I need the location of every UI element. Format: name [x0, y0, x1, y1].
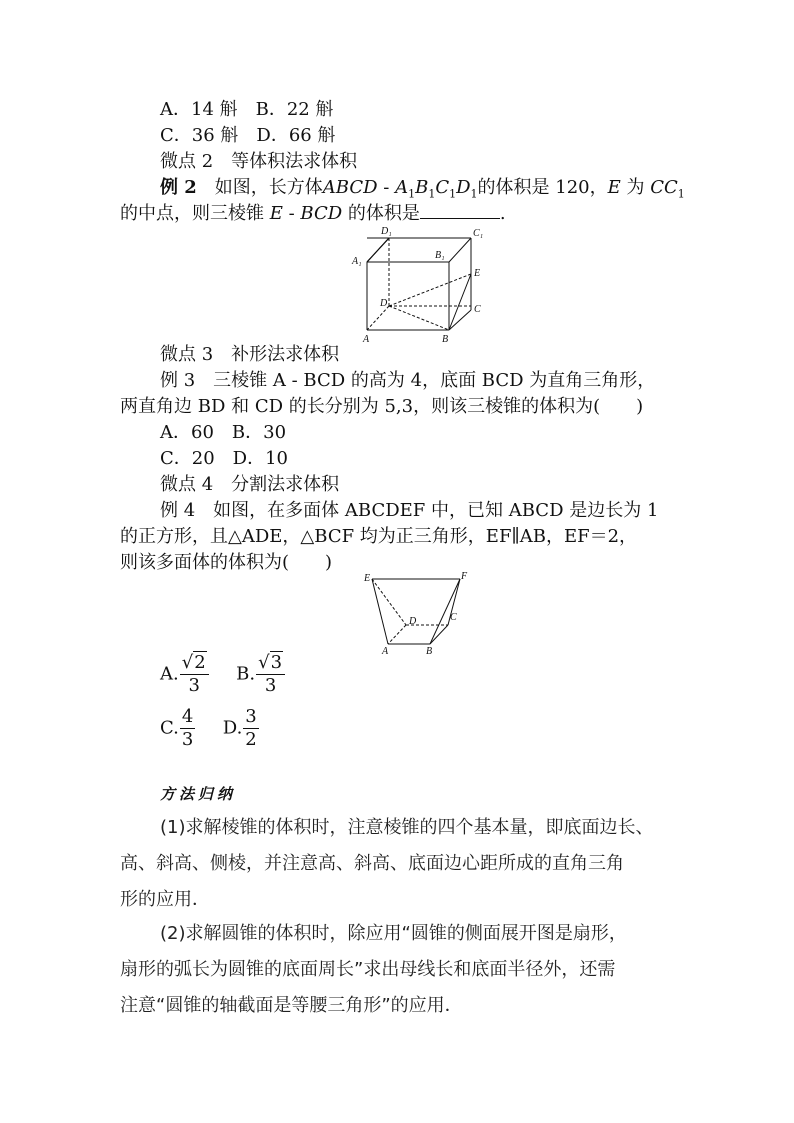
- example3-options-cd: C．20 D．10: [160, 448, 289, 469]
- polyhedron-figure: [360, 570, 480, 656]
- label-A: A: [363, 334, 370, 344]
- method-title: 方法归纳: [160, 785, 237, 803]
- example2-line1: 例 2 如图，长方体ABCD - $A_1B_1C_1D_1$的体积是 120，E 为 $CC_1$: [160, 177, 685, 201]
- label-A1: A₁: [352, 256, 362, 267]
- example3-line2: 两直角边 BD 和 CD 的长分别为 5,3，则该三棱锥的体积为( ): [120, 396, 644, 417]
- label-B2: B: [426, 646, 433, 656]
- section-title-point4: 微点 4 分割法求体积: [160, 474, 340, 495]
- option-b-fraction: $\frac{√3}{3}$: [256, 652, 285, 697]
- method-paragraph-2: (2)求解圆锥的体积时，除应用“圆锥的侧面展开图是扇形， 扇形的弧长为圆锥的底面周长”求出母线长和底面半径外，还需 注意“圆锥的轴截面是等腰三角形”的应用．: [120, 923, 627, 1016]
- label-A2: A: [382, 646, 389, 656]
- option-a-fraction: $\frac{√2}{3}$: [180, 652, 209, 697]
- option-line-cd: C．36 斛 D．66 斛: [160, 125, 336, 146]
- example2-line2: 的中点，则三棱锥 E - BCD 的体积是 .: [120, 203, 506, 224]
- example4-line2: 的正方形，且△ADE，△BCF 均为正三角形，EF∥AB，EF＝2，: [120, 526, 638, 547]
- label-D: D: [380, 298, 388, 309]
- label-C: C: [474, 304, 481, 315]
- label-C1: C₁: [473, 228, 484, 239]
- example3-options-ab: A．60 B．30: [160, 422, 287, 443]
- method-paragraph-1: (1)求解棱锥的体积时，注意棱锥的四个基本量，即底面边长、 高、斜高、侧棱，并注意高、斜高、底面边心距所成的直角三角 形的应用．: [120, 817, 654, 910]
- option-line-ab: A．14 斛 B．22 斛: [160, 99, 334, 120]
- section-title-point2: 微点 2 等体积法求体积: [160, 151, 358, 172]
- label-C2: C: [450, 612, 457, 623]
- option-b-letter: B.: [236, 663, 256, 685]
- label-B1: B₁: [435, 250, 445, 261]
- example4-line3: 则该多面体的体积为( ): [120, 552, 333, 573]
- answer-blank[interactable]: [420, 202, 500, 219]
- label-D2: D: [409, 616, 417, 627]
- example4-line1: 例 4 如图，在多面体 ABCDEF 中，已知 ABCD 是边长为 1: [160, 500, 659, 521]
- option-d-fraction: $\frac{3}{2}$: [245, 706, 257, 750]
- example2-label: 例 2: [160, 177, 197, 198]
- example3-line1: 例 3 三棱锥 A - BCD 的高为 4，底面 BCD 为直角三角形，: [160, 370, 656, 391]
- fraction-options-cd: [160, 706, 263, 751]
- cuboid-figure: [345, 222, 495, 344]
- option-a-letter: A.: [160, 663, 179, 685]
- option-c-fraction: $\frac{4}{3}$: [181, 706, 194, 750]
- label-F2: F: [461, 571, 468, 582]
- label-D1: D₁: [381, 226, 392, 237]
- option-c-letter: C.: [160, 717, 179, 739]
- fraction-options-ab: [160, 652, 289, 697]
- label-E2: E: [364, 573, 371, 584]
- label-E: E: [474, 268, 481, 279]
- section-title-point3: 微点 3 补形法求体积: [160, 344, 340, 365]
- label-B: B: [442, 334, 449, 344]
- option-d-letter: D.: [222, 717, 243, 739]
